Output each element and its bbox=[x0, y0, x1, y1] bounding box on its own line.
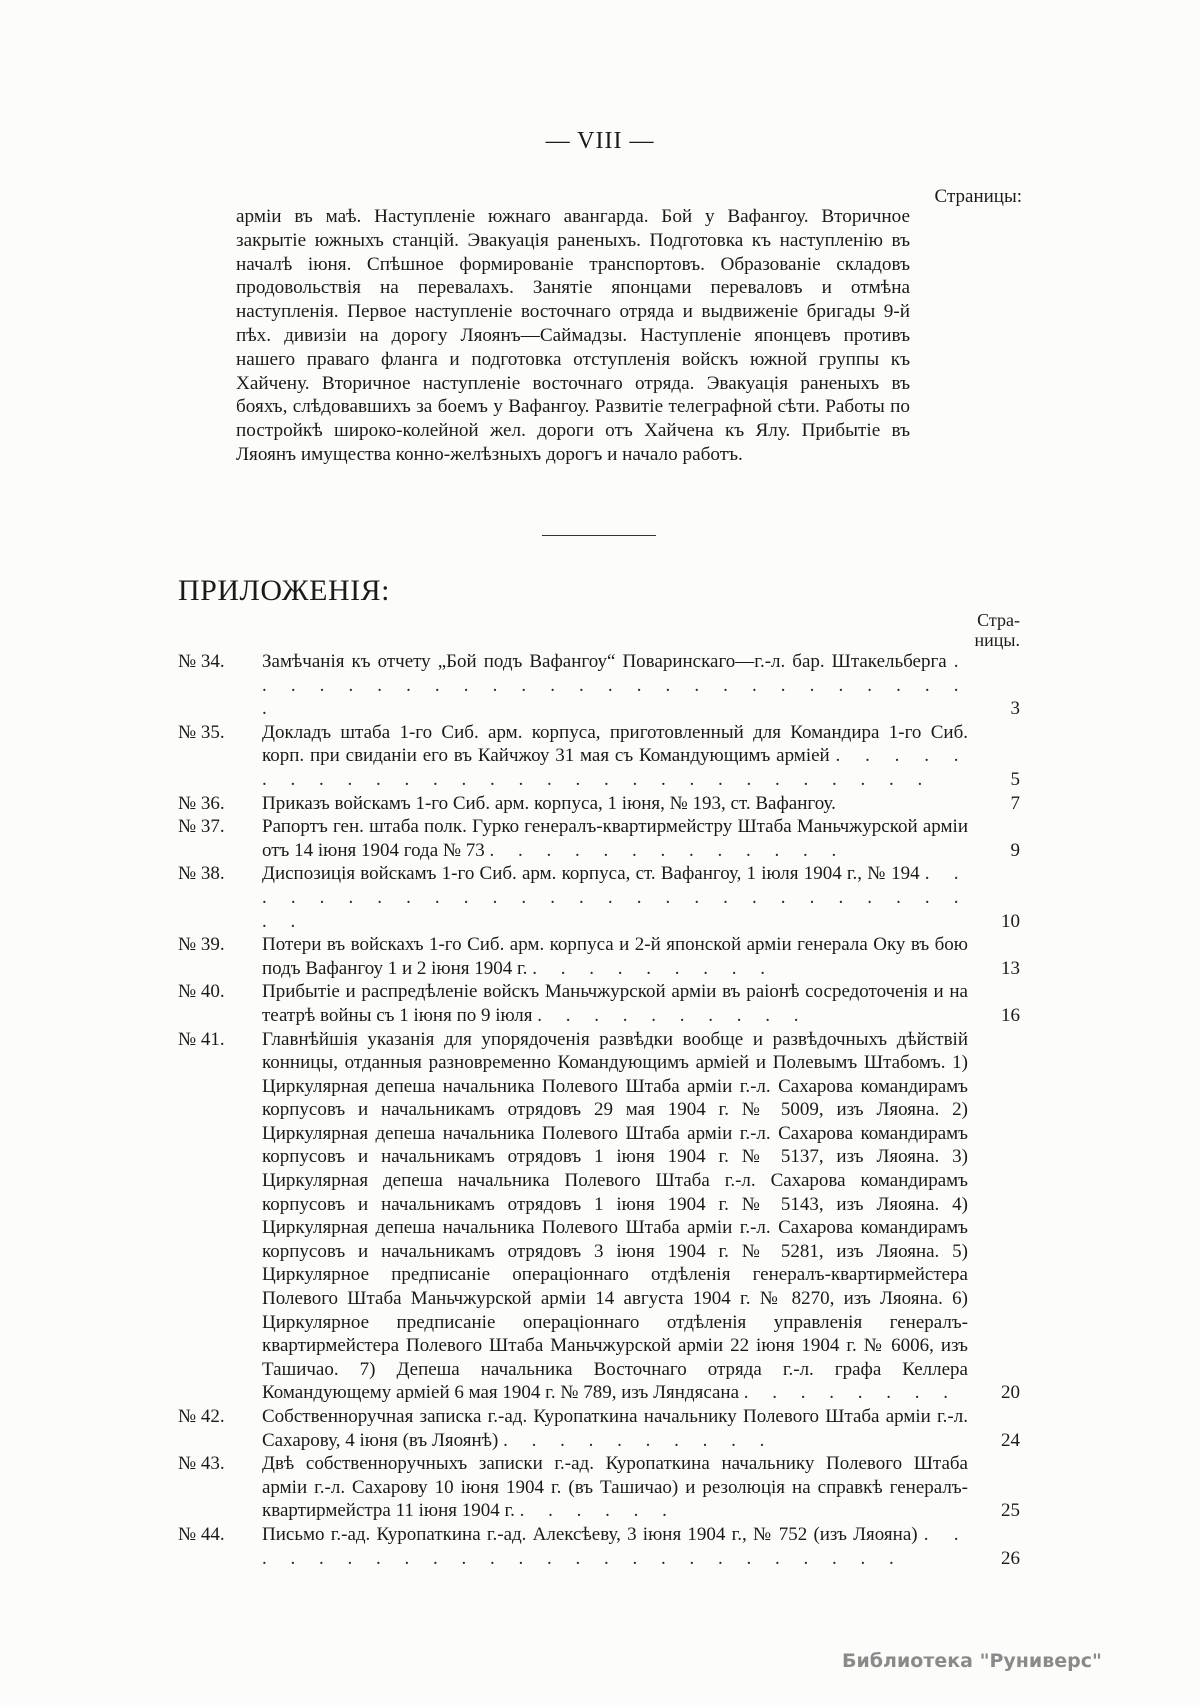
pages-label-line2: ницы. bbox=[974, 630, 1020, 650]
entry-page: 26 bbox=[1001, 1547, 1020, 1569]
dot-leader: . . . . . . . . . . . . . . . . . . . . . . . . . . . . . bbox=[262, 745, 969, 790]
entry-page: 13 bbox=[1001, 957, 1020, 979]
entry-page: 5 bbox=[1010, 768, 1020, 790]
entry-number: № 34. bbox=[178, 651, 225, 672]
dot-leader: . . . . . . bbox=[519, 1500, 677, 1522]
entry-title: Рапортъ ген. штаба полк. Гурко генералъ-квартирмейстру Штаба Маньчжурской арміи отъ 14 іюня 1904 года № 73 . . . . . . . . . . . . . bbox=[262, 816, 968, 861]
section-divider bbox=[542, 535, 656, 536]
dot-leader: . . . . . . . . . . . . . . . . . . . . . . . . . . . . . bbox=[262, 863, 969, 932]
toc-entry bbox=[178, 721, 1020, 792]
toc-entry bbox=[178, 792, 1020, 816]
page-number: — VIII — bbox=[545, 128, 655, 154]
dot-leader: . . . . . . . . . bbox=[532, 957, 775, 979]
entry-title: Приказъ войскамъ 1-го Сиб. арм. корпуса, 1 іюня, № 193, ст. Вафангоу. bbox=[262, 792, 836, 814]
dot-leader: . . . . . . . . . . bbox=[537, 1004, 808, 1026]
entry-number: № 39. bbox=[178, 934, 225, 956]
entry-page: 20 bbox=[1001, 1382, 1020, 1404]
toc-entry bbox=[178, 1405, 1020, 1452]
dot-leader: . . . . . . . . . . bbox=[503, 1429, 774, 1451]
toc-entry bbox=[178, 980, 1020, 1027]
entry-page: 3 bbox=[1010, 698, 1020, 720]
entry-page: 10 bbox=[1001, 910, 1020, 932]
pages-label-line1: Стра- bbox=[977, 610, 1020, 630]
toc-entry bbox=[178, 1523, 1020, 1570]
toc-entry bbox=[178, 815, 1020, 862]
entry-number: № 40. bbox=[178, 981, 225, 1003]
toc-entry bbox=[178, 933, 1020, 980]
entry-page: 25 bbox=[1001, 1500, 1020, 1522]
entry-title: Письмо г.-ад. Куропаткина г.-ад. Алексѣеву, 3 іюня 1904 г., № 752 (изъ Ляояна) . . . . . . . . . . . . . . . . . . . . . . . . . bbox=[262, 1523, 969, 1569]
appendices-list bbox=[178, 650, 1020, 1570]
continuation-paragraph: арміи въ маѣ. Наступленіе южнаго авангарда. Бой у Вафангоу. Вторичное закрытіе южныхъ станцій. Эвакуація раненыхъ. Подготовка къ наступленію въ началѣ іюня. Спѣшное формированіе транспортовъ. Образованіе складовъ продовольствія на перевалахъ. Занятіе японцами переваловъ и отмѣна наступленія. Первое наступленіе восточнаго отряда и выдвиженіе бригады 9-й пѣх. дивизіи на дорогу Ляоянъ—Саймадзы. Наступленіе японцевъ противъ нашего праваго фланга и подготовка отступленія войскъ южной группы къ Хайчену. Вторичное наступленіе восточнаго отряда. Эвакуація раненыхъ въ бояхъ, слѣдовавшихъ за боемъ у Вафангоу. Развитіе телеграфной сѣти. Работы по постройкѣ широко-колейной жел. дороги отъ Хайчена къ Ялу. Прибытіе въ Ляоянъ имущества конно-желѣзныхъ дорогъ и начало работъ. bbox=[236, 206, 910, 465]
entry-number: № 42. bbox=[178, 1406, 225, 1427]
pages-column-label: Страницы: bbox=[934, 186, 1022, 207]
entry-number: № 35. bbox=[178, 721, 225, 743]
toc-entry bbox=[178, 862, 1020, 933]
entry-page: 24 bbox=[1001, 1429, 1020, 1451]
entry-number: № 43. bbox=[178, 1453, 225, 1475]
entry-number: № 41. bbox=[178, 1028, 225, 1050]
entry-number: № 36. bbox=[178, 792, 225, 814]
entry-title: Собственноручная записка г.-ад. Куропаткина начальнику Полевого Штаба арміи г.-л. Сахарову, 4 іюня (въ Ляоянѣ) . . . . . . . . . . bbox=[262, 1406, 968, 1451]
dot-leader: . . . . . . . . bbox=[743, 1382, 958, 1404]
toc-entry bbox=[178, 650, 1020, 721]
entry-number: № 38. bbox=[178, 863, 225, 885]
entry-title: Главнѣйшія указанія для упорядоченія развѣдки вообще и развѣдочныхъ дѣйствій конницы, отданныя разновременно Командующимъ арміей и Полевымъ Штабомъ. 1) Циркулярная депеша начальника Полевого Штаба арміи г.-л. Сахарова командирамъ корпусовъ и начальникамъ отрядовъ 29 мая 1904 г. № 5009, изъ Ляояна. 2) Циркулярная депеша начальника Полевого Штаба арміи г.-л. Сахарова командирамъ корпусовъ и начальникамъ отрядовъ 1 іюня 1904 г. № 5137, изъ Ляояна. 3) Циркулярная депеша начальника Полевого Штаба г.-л. Сахарова командирамъ корпусовъ и начальникамъ отрядовъ 1 іюня 1904 г. № 5143, изъ Ляояна. 4) Циркулярная депеша начальника Полевого Штаба арміи г.-л. Сахарова командирамъ корпусовъ и начальникамъ отрядовъ 3 іюня 1904 г. № 5281, изъ Ляояна. 5) Циркулярное предписаніе операціоннаго отдѣленія генералъ-квартирмейстера Полевого Штаба Маньчжурской арміи 14 августа 1904 г. № 8270, изъ Ляояна. 6) Циркулярное предписаніе операціоннаго отдѣленія управленія генералъ-квартирмейстера Полевого Штаба Маньчжурской арміи 22 іюня 1904 г. № 6006, изъ Ташичао. 7) Депеша начальника Восточнаго отряда г.-л. графа Келлера Командующему арміей 6 мая 1904 г. № 789, изъ Ляндясана . . . . . . . . bbox=[262, 1028, 968, 1404]
dot-leader: . . . . . . . . . . . . . . . . . . . . . . . . . . . bbox=[262, 651, 969, 720]
entry-title: Двѣ собственноручныхъ записки г.-ад. Куропаткина начальнику Полевого Штаба арміи г.-л. Сахарову 10 іюня 1904 г. (въ Ташичао) и резолюція на справкѣ генералъ-квартирмейстра 11 іюня 1904 г. . . . . . . bbox=[262, 1453, 968, 1522]
entry-title: Прибытіе и распредѣленіе войскъ Маньчжурской арміи въ раіонѣ сосредоточенія и на театрѣ войны съ 1 іюня по 9 іюля . . . . . . . . . . bbox=[262, 981, 968, 1026]
dot-leader: . . . . . . . . . . . . . bbox=[489, 839, 846, 861]
dot-leader: . . . . . . . . . . . . . . . . . . . . . . . . . bbox=[262, 1523, 969, 1569]
entry-title: Докладъ штаба 1-го Сиб. арм. корпуса, приготовленный для Командира 1-го Сиб. корп. при свиданіи его въ Кайчжоу 31 мая съ Командующимъ арміей . . . . . . . . . . . . . . . . . . . . . . . . . . . . . bbox=[262, 721, 969, 790]
toc-entry bbox=[178, 1028, 1020, 1406]
entry-number: № 44. bbox=[178, 1523, 225, 1545]
entry-title: Замѣчанія къ отчету „Бой подъ Вафангоу“ Поваринскаго—г.-л. бар. Штакельберга . . . . . . . . . . . . . . . . . . . . . . . . . . . bbox=[262, 651, 969, 720]
entry-title: Диспозиція войскамъ 1-го Сиб. арм. корпуса, ст. Вафангоу, 1 іюля 1904 г., № 194 . . . . . . . . . . . . . . . . . . . . . . . . . . . . . bbox=[262, 863, 969, 932]
entry-page: 9 bbox=[1010, 839, 1020, 861]
library-watermark: Библиотека "Руниверс" bbox=[842, 1650, 1102, 1672]
entry-page: 7 bbox=[1010, 792, 1020, 814]
appendices-pages-label bbox=[975, 610, 1021, 650]
entry-page: 16 bbox=[1001, 1004, 1020, 1026]
entry-title: Потери въ войскахъ 1-го Сиб. арм. корпуса и 2-й японской арміи генерала Оку въ бою подъ Вафангоу 1 и 2 іюня 1904 г. . . . . . . . . . bbox=[262, 934, 968, 979]
entry-number: № 37. bbox=[178, 816, 225, 838]
toc-entry bbox=[178, 1452, 1020, 1523]
appendices-title: ПРИЛОЖЕНІЯ: bbox=[178, 574, 390, 607]
